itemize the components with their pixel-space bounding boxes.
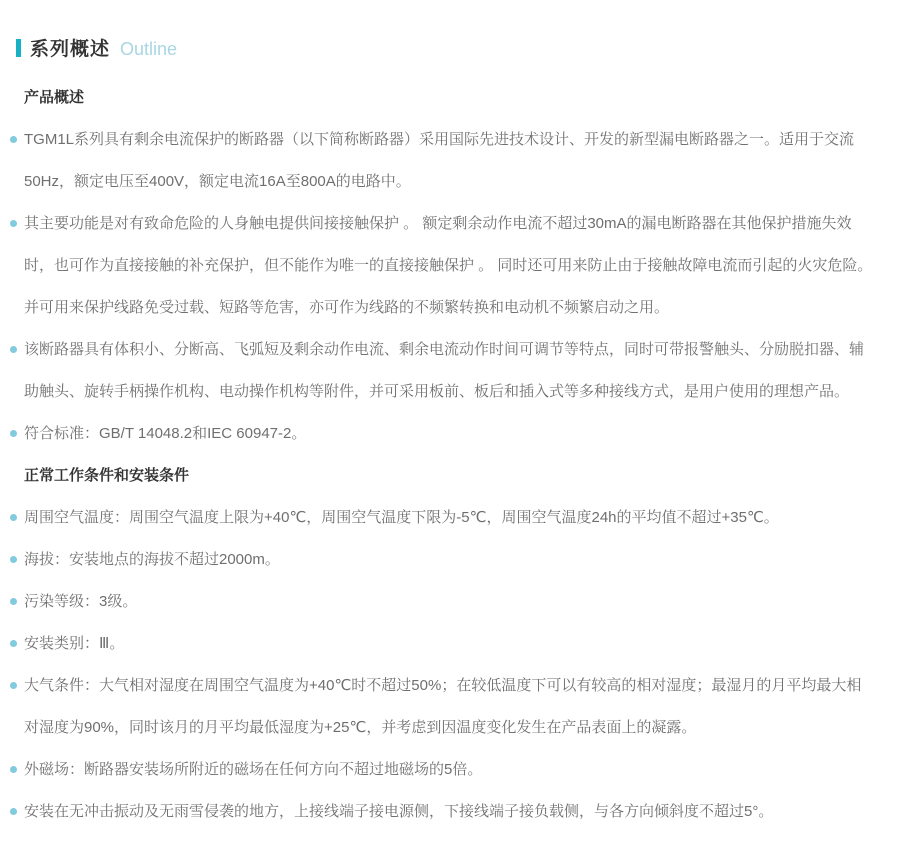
- document-content: [24, 77, 875, 833]
- bullet-item: 安装类别：Ⅲ。: [24, 623, 875, 665]
- section-header: [16, 28, 875, 72]
- section-heading: 产品概述: [24, 89, 85, 106]
- accent-bar-icon: [16, 39, 21, 57]
- section-heading: 正常工作条件和安装条件: [24, 467, 190, 484]
- bullet-item: 该断路器具有体积小、分断高、飞弧短及剩余动作电流、剩余电流动作时间可调节等特点，同时可带报警触头、分励脱扣器、辅助触头、旋转手柄操作机构、电动操作机构等附件，并可采用板前、板后和插入式等多种接线方式，是用户使用的理想产品。: [24, 329, 875, 413]
- bullet-item: 大气条件：大气相对湿度在周围空气温度为+40℃时不超过50%；在较低温度下可以有较高的相对湿度；最湿月的月平均最大相对湿度为90%，同时该月的月平均最低湿度为+25℃，并考虑到因温度变化发生在产品表面上的凝露。: [24, 665, 875, 749]
- bullet-item: 符合标准：GB/T 14048.2和IEC 60947-2。: [24, 413, 875, 455]
- bullet-list: [24, 497, 875, 833]
- bullet-item: 周围空气温度：周围空气温度上限为+40℃，周围空气温度下限为-5℃，周围空气温度24h的平均值不超过+35℃。: [24, 497, 875, 539]
- bullet-list: [24, 119, 875, 455]
- bullet-item: TGM1L系列具有剩余电流保护的断路器（以下简称断路器）采用国际先进技术设计、开发的新型漏电断路器之一。适用于交流50Hz，额定电压至400V，额定电流16A至800A的电路中。: [24, 119, 875, 203]
- bullet-item: 其主要功能是对有致命危险的人身触电提供间接接触保护 。 额定剩余动作电流不超过30mA的漏电断路器在其他保护措施失效时，也可作为直接接触的补充保护，但不能作为唯一的直接接触保护 。 同时还可用来防止由于接触故障电流而引起的火灾危险。并可用来保护线路免受过载、短路等危害，亦可作为线路的不频繁转换和电动机不频繁启动之用。: [24, 203, 875, 329]
- bullet-item: 海拔：安装地点的海拔不超过2000m。: [24, 539, 875, 581]
- bullet-item: 污染等级：3级。: [24, 581, 875, 623]
- bullet-item: 安装在无冲击振动及无雨雪侵袭的地方，上接线端子接电源侧，下接线端子接负载侧，与各方向倾斜度不超过5°。: [24, 791, 875, 833]
- bullet-item: 外磁场：断路器安装场所附近的磁场在任何方向不超过地磁场的5倍。: [24, 749, 875, 791]
- page-subtitle: Outline: [120, 39, 178, 59]
- page-title: 系列概述: [30, 39, 111, 60]
